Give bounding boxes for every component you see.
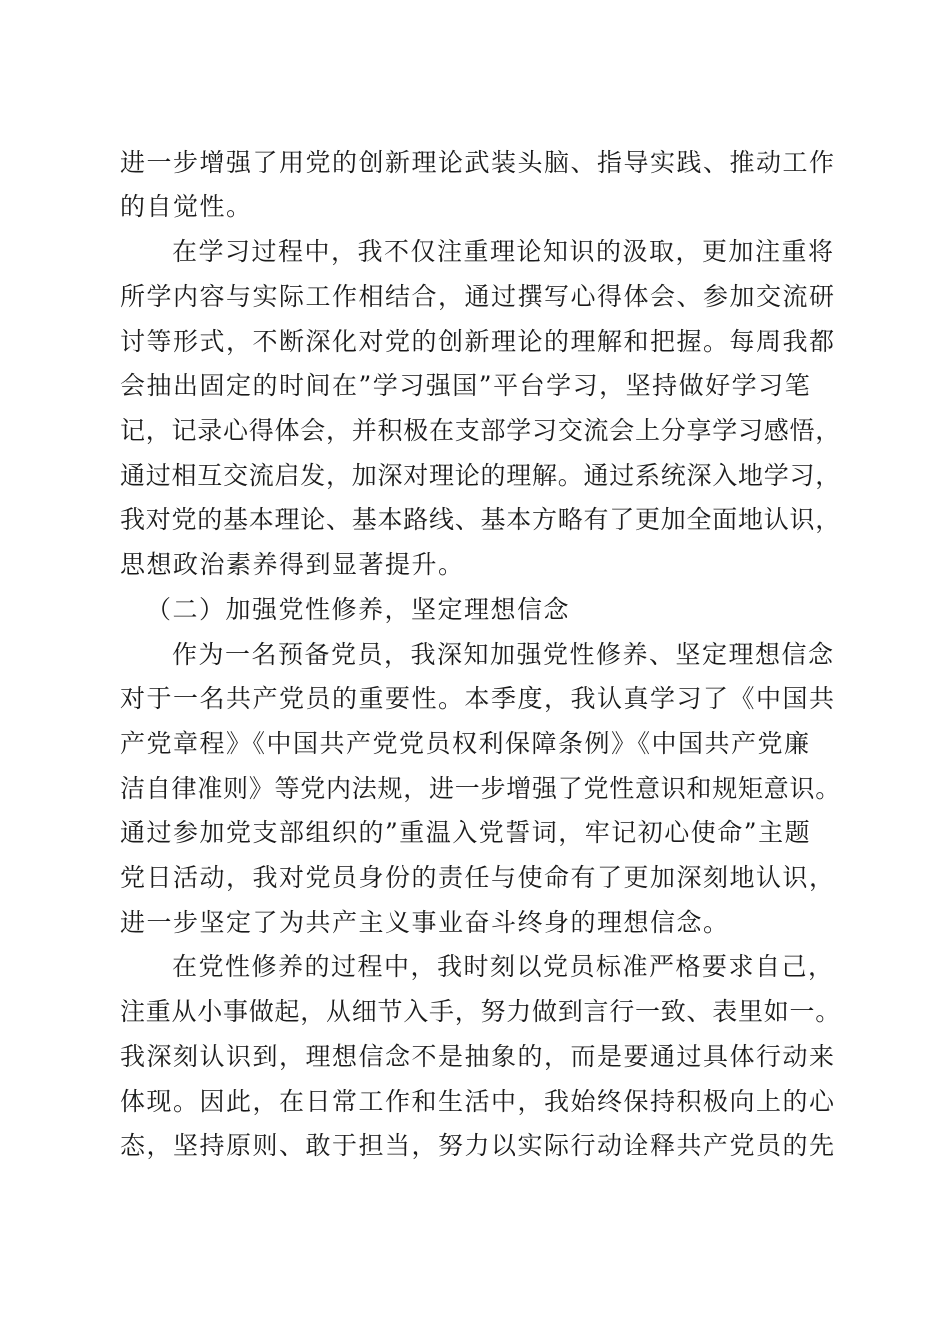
text-line: 体现。因此，在日常工作和生活中，我始终保持积极向上的心 <box>120 1087 836 1116</box>
text-line: 我对党的基本理论、基本路线、基本方略有了更加全面地认识， <box>120 505 842 534</box>
paragraph-start-line: 在学习过程中，我不仅注重理论知识的汲取，更加注重将 <box>172 237 835 266</box>
paragraph-start-line: 作为一名预备党员，我深知加强党性修养、坚定理想信念 <box>172 640 835 669</box>
text-line: 态，坚持原则、敢于担当，努力以实际行动诠释共产党员的先 <box>120 1131 836 1160</box>
text-line: 通过参加党支部组织的”重温入党誓词，牢记初心使命”主题 <box>120 818 812 847</box>
text-line: 产党章程》《中国共产党党员权利保障条例》《中国共产党廉 <box>120 729 811 758</box>
text-line: 注重从小事做起，从细节入手，努力做到言行一致、表里如一。 <box>120 997 842 1026</box>
text-line: 党日活动，我对党员身份的责任与使命有了更加深刻地认识， <box>120 863 836 892</box>
text-line: 会抽出固定的时间在”学习强国”平台学习，坚持做好学习笔 <box>120 371 812 400</box>
text-line: 讨等形式，不断深化对党的创新理论的理解和把握。每周我都 <box>120 327 836 356</box>
section-heading: （二）加强党性修养，坚定理想信念 <box>146 595 571 624</box>
text-line: 对于一名共产党员的重要性。本季度，我认真学习了《中国共 <box>120 684 836 713</box>
text-line: 进一步坚定了为共产主义事业奋斗终身的理想信念。 <box>120 908 730 937</box>
text-line: 我深刻认识到，理想信念不是抽象的，而是要通过具体行动来 <box>120 1042 836 1071</box>
text-line: 所学内容与实际工作相结合，通过撰写心得体会、参加交流研 <box>120 282 836 311</box>
paragraph-start-line: 在党性修养的过程中，我时刻以党员标准严格要求自己， <box>172 952 835 981</box>
text-line: 记，记录心得体会，并积极在支部学习交流会上分享学习感悟， <box>120 416 842 445</box>
text-line: 洁自律准则》等党内法规，进一步增强了党性意识和规矩意识。 <box>120 774 842 803</box>
text-line: 进一步增强了用党的创新理论武装头脑、指导实践、推动工作 <box>120 148 836 177</box>
text-line: 思想政治素养得到显著提升。 <box>120 550 465 579</box>
text-line: 通过相互交流启发，加深对理论的理解。通过系统深入地学习， <box>120 461 842 490</box>
text-line: 的自觉性。 <box>120 192 253 221</box>
